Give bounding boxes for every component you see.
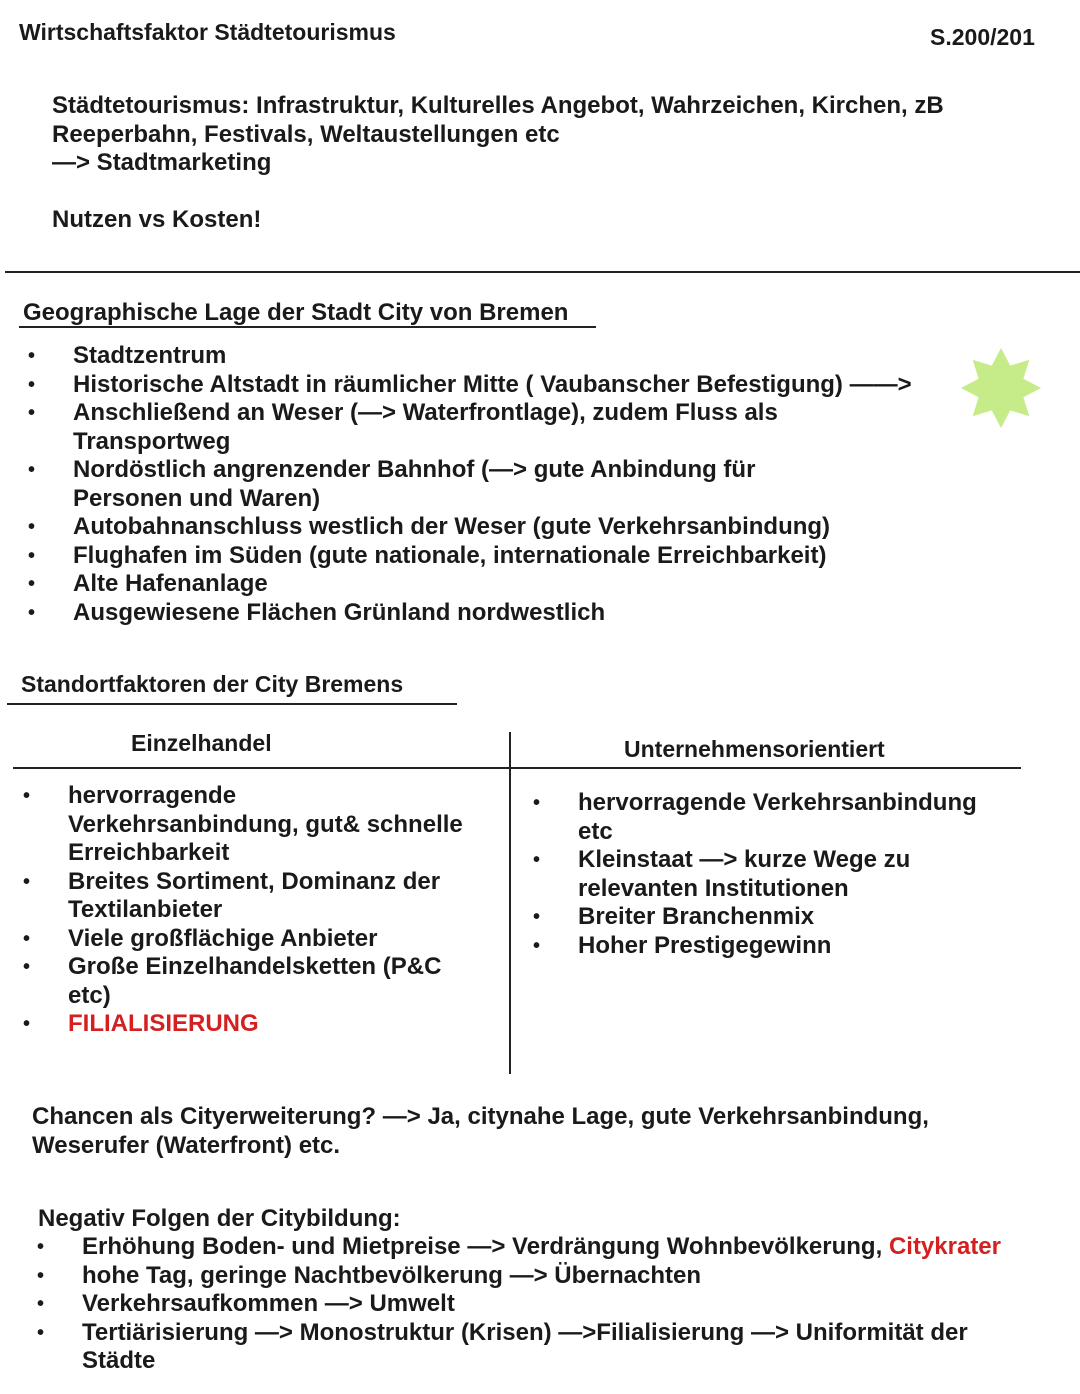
chances-line: Chancen als Cityerweiterung? —> Ja, citynahe Lage, gute Verkehrsanbindung,: [32, 1103, 929, 1130]
list-item-continuation: relevanten Institutionen: [578, 874, 849, 902]
negative-heading: Negativ Folgen der Citybildung:: [38, 1205, 401, 1232]
bullet: •: [23, 1013, 31, 1035]
chances-block: [32, 1103, 1072, 1160]
list-item-highlight: • FILIALISIERUNG: [23, 1010, 259, 1037]
bullet: •: [28, 601, 36, 624]
list-item: • hohe Tag, geringe Nachtbevölkerung —> Übernachten: [37, 1261, 701, 1289]
bullet: •: [28, 544, 36, 567]
list-item: • Alte Hafenanlage: [28, 570, 268, 597]
list-item: • Anschließend an Weser (—> Waterfrontlage), zudem Fluss als: [28, 399, 778, 426]
list-item: • Breiter Branchenmix: [533, 903, 815, 930]
list-item: • Erhöhung Boden- und Mietpreise —> Verdrängung Wohnbevölkerung, Citykrater: [37, 1233, 1001, 1260]
intro-line: Reeperbahn, Festivals, Weltaustellungen etc: [52, 120, 560, 148]
list-item-continuation: Textilanbieter: [68, 896, 223, 923]
list-item: • Verkehrsaufkommen —> Umwelt: [37, 1290, 455, 1317]
bullet: •: [37, 1293, 45, 1315]
bullet: •: [28, 573, 36, 595]
bullet: •: [28, 402, 36, 424]
document-title: Wirtschaftsfaktor Städtetourismus: [19, 19, 396, 45]
table-header-divider: [13, 767, 1021, 769]
list-item: • Breites Sortiment, Dominanz der: [23, 867, 441, 895]
list-item: • Tertiärisierung —> Monostruktur (Krisen) —>Filialisierung —> Uniformität der: [37, 1318, 968, 1346]
list-item-continuation: Personen und Waren): [73, 484, 321, 512]
bullet: •: [37, 1321, 45, 1344]
factors-heading-underline: [7, 703, 457, 705]
bullet: •: [28, 373, 36, 396]
list-item-continuation: Verkehrsanbindung, gut& schnelle: [68, 810, 463, 838]
intro-block: [52, 92, 1052, 234]
list-item-continuation: Transportweg: [73, 427, 231, 455]
geo-heading: Geographische Lage der Stadt City von Bremen: [23, 299, 569, 326]
bullet: •: [28, 516, 36, 538]
list-item: • Historische Altstadt in räumlicher Mitte ( Vaubanscher Befestigung) ——>: [28, 370, 912, 398]
bullet: •: [23, 785, 31, 807]
intro-summary: Nutzen vs Kosten!: [52, 205, 262, 233]
list-item: • hervorragende: [23, 782, 237, 809]
section-divider: [5, 271, 1080, 273]
column-header-einzelhandel: Einzelhandel: [131, 730, 272, 756]
column-header-unternehmensorientiert: Unternehmensorientiert: [624, 736, 885, 762]
bullet: •: [23, 870, 31, 893]
geo-list: [28, 342, 973, 627]
bullet: •: [533, 906, 541, 928]
list-item-continuation: etc): [68, 981, 111, 1009]
bullet: •: [37, 1264, 45, 1287]
einzelhandel-list: [23, 782, 498, 1039]
chances-line: Weserufer (Waterfront) etc.: [32, 1131, 341, 1159]
list-item: • Kleinstaat —> kurze Wege zu: [533, 846, 911, 873]
intro-line: Städtetourismus: Infrastruktur, Kulturelles Angebot, Wahrzeichen, Kirchen, zB: [52, 92, 944, 119]
list-item-continuation: Erreichbarkeit: [68, 839, 230, 866]
list-item: • Nordöstlich angrenzender Bahnhof (—> gute Anbindung für: [28, 456, 756, 483]
list-item: • Flughafen im Süden (gute nationale, internationale Erreichbarkeit): [28, 541, 827, 569]
bullet: •: [28, 345, 36, 367]
negative-list: [37, 1233, 1072, 1376]
bullet: •: [28, 459, 36, 481]
list-item: • Autobahnanschluss westlich der Weser (gute Verkehrsanbindung): [28, 513, 831, 540]
bullet: •: [37, 1236, 45, 1258]
list-item: • hervorragende Verkehrsanbindung: [533, 789, 977, 816]
bullet: •: [23, 956, 31, 978]
table-column-divider: [509, 732, 511, 1074]
list-item-continuation: Städte: [82, 1347, 156, 1374]
list-item: • Hoher Prestigegewinn: [533, 931, 832, 959]
factors-heading: Standortfaktoren der City Bremens: [21, 671, 404, 697]
bullet: •: [23, 927, 31, 950]
list-item: • Viele großflächige Anbieter: [23, 924, 378, 952]
list-item: • Stadtzentrum: [28, 342, 227, 369]
geo-heading-underline: [19, 326, 596, 328]
bullet: •: [533, 792, 541, 814]
page-reference: S.200/201: [930, 24, 1035, 50]
list-item-continuation: etc: [578, 817, 613, 845]
bullet: •: [533, 934, 541, 957]
list-item: • Ausgewiesene Flächen Grünland nordwestlich: [28, 598, 606, 626]
green-star-badge-icon: [960, 347, 1042, 429]
bullet: •: [533, 849, 541, 871]
intro-line: —> Stadtmarketing: [52, 149, 272, 176]
unternehmensorientiert-list: [533, 789, 1038, 960]
list-item: • Große Einzelhandelsketten (P&C: [23, 953, 442, 980]
